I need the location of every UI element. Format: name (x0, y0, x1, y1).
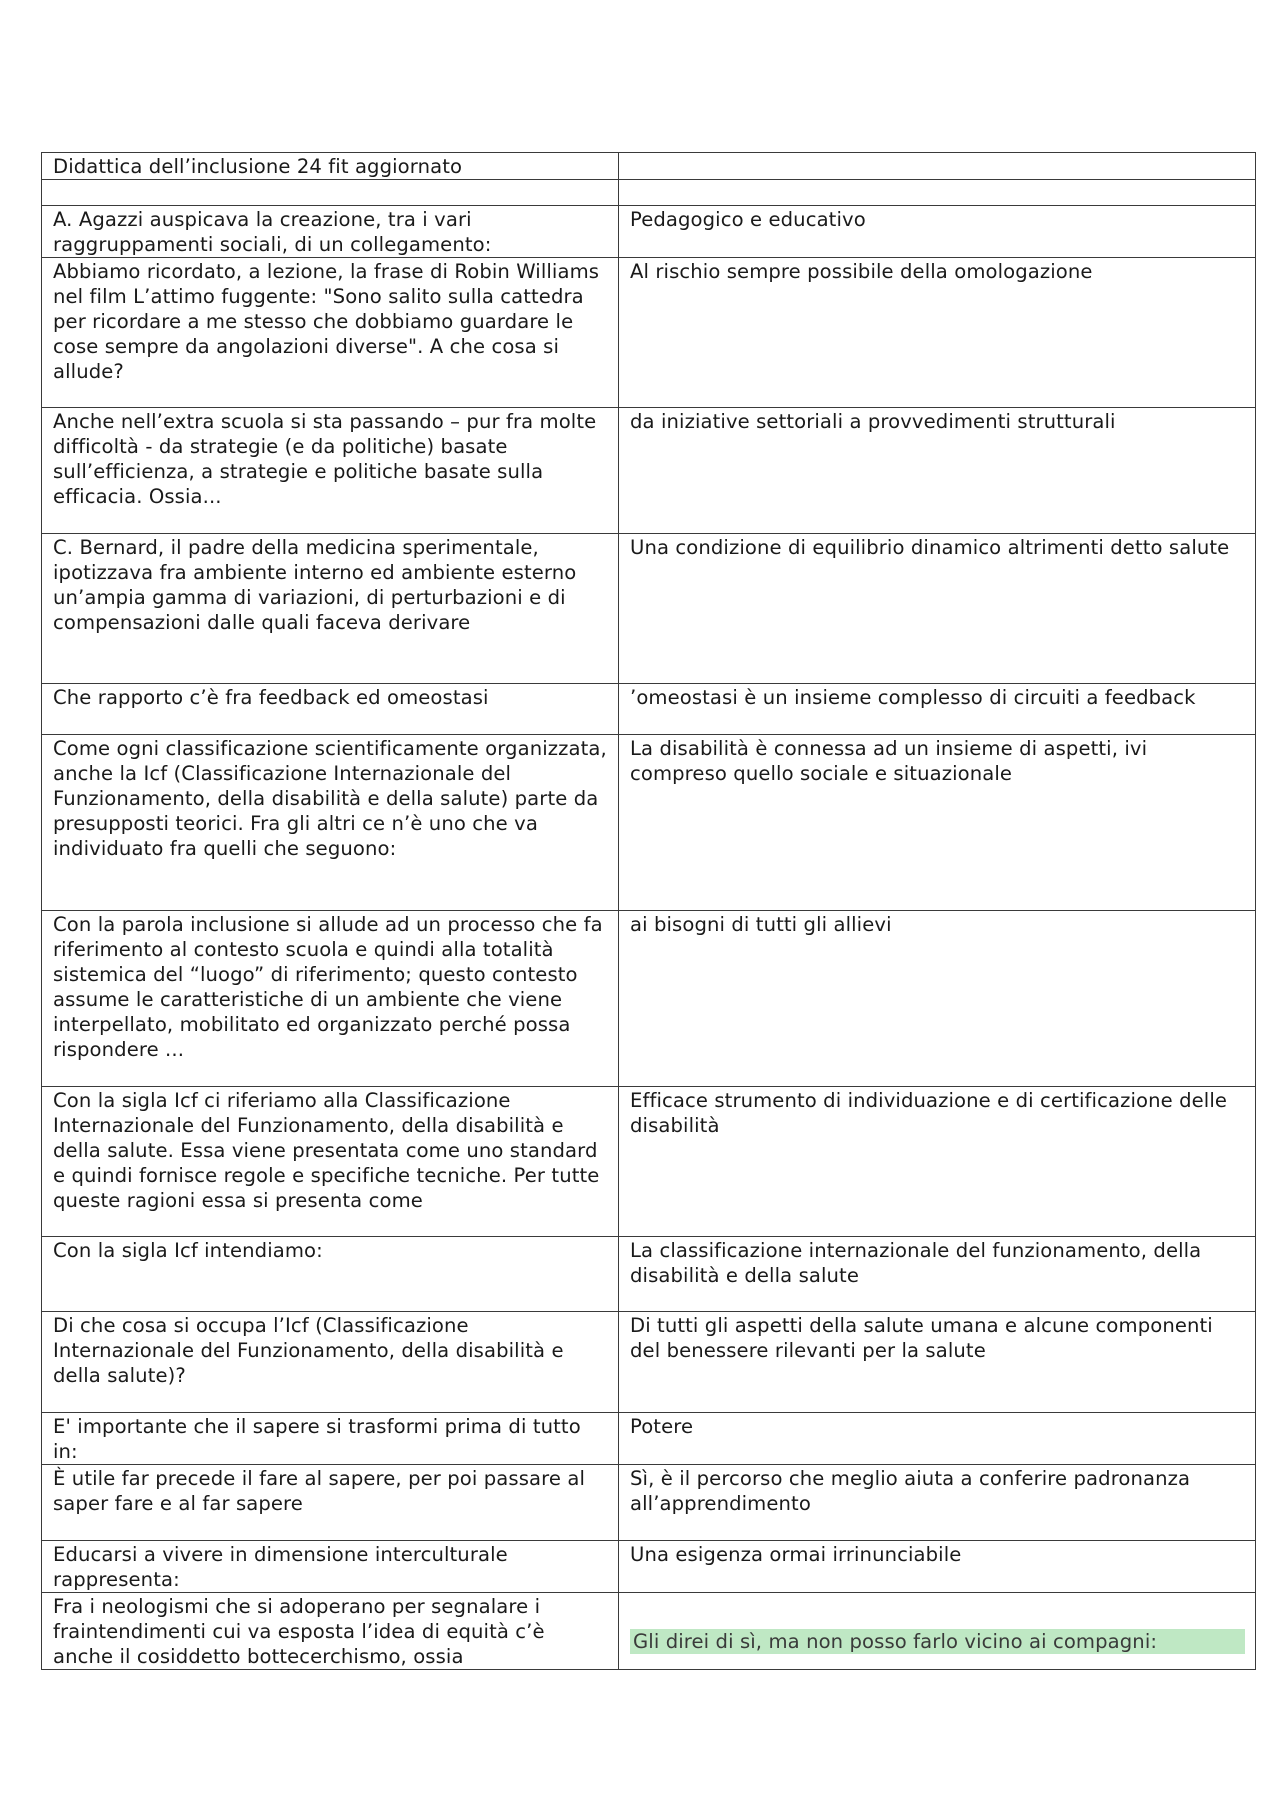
table-row (42, 1237, 1256, 1312)
answer-cell (619, 408, 1256, 534)
answer-text: La classificazione internazionale del funzionamento, della disabilità e della salute (630, 1239, 1202, 1287)
question-text: Fra i neologismi che si adoperano per segnalare i fraintendimenti cui va esposta l’idea di equità c’è anche il cosiddetto bottecerchismo, ossia (53, 1595, 545, 1668)
answer-cell (619, 206, 1256, 258)
question-cell (42, 408, 619, 534)
question-cell (42, 1465, 619, 1541)
question-text: Con la sigla Icf ci riferiamo alla Classificazione Internazionale del Funzionamento, della disabilità e della salute. Essa viene presentata come uno standard e quindi fornisce regole e specifiche tecniche. Per tutte queste ragioni essa si presenta come (53, 1089, 600, 1212)
answer-highlight-wrap (630, 1594, 1245, 1654)
question-text: C. Bernard, il padre della medicina sperimentale, ipotizzava fra ambiente interno ed ambiente esterno un’ampia gamma di variazioni, di perturbazioni e di compensazioni dalle quali faceva derivare (53, 536, 577, 634)
table-row (42, 534, 1256, 684)
quiz-table (41, 152, 1256, 1670)
empty-cell (619, 153, 1256, 180)
question-cell (42, 534, 619, 684)
table-row (42, 258, 1256, 408)
answer-cell-highlighted (619, 1593, 1256, 1670)
answer-cell (619, 1237, 1256, 1312)
empty-cell (42, 180, 619, 206)
question-cell (42, 1541, 619, 1593)
question-text: Come ogni classificazione scientificamente organizzata, anche la Icf (Classificazione Internazionale del Funzionamento, della disabilità e della salute) parte da presupposti teorici. Fra gli altri ce n’è uno che va individuato fra quelli che seguono: (53, 737, 607, 860)
answer-text: Pedagogico e educativo (630, 208, 866, 231)
table-row (42, 911, 1256, 1087)
answer-cell (619, 1312, 1256, 1413)
table-row-spacer (42, 180, 1256, 206)
answer-cell (619, 735, 1256, 911)
answer-cell (619, 1413, 1256, 1465)
answer-cell (619, 258, 1256, 408)
question-text: Abbiamo ricordato, a lezione, la frase di Robin Williams nel film L’attimo fuggente: "Sono salito sulla cattedra per ricordare a me stesso che dobbiamo guardare le cose sempre da angolazioni diverse". A che cosa si allude? (53, 260, 600, 383)
answer-text: Di tutti gli aspetti della salute umana e alcune componenti del benessere rilevanti per la salute (630, 1314, 1213, 1362)
document-title (42, 153, 619, 180)
table-row (42, 1465, 1256, 1541)
question-text: A. Agazzi auspicava la creazione, tra i vari raggruppamenti sociali, di un collegamento: (53, 208, 492, 256)
table-row-title (42, 153, 1256, 180)
question-text: E' importante che il sapere si trasformi prima di tutto in: (53, 1415, 581, 1463)
question-text: Educarsi a vivere in dimensione interculturale rappresenta: (53, 1543, 508, 1591)
question-cell (42, 1087, 619, 1237)
question-text: Di che cosa si occupa l’Icf (Classificazione Internazionale del Funzionamento, della disabilità e della salute)? (53, 1314, 564, 1387)
empty-cell (619, 180, 1256, 206)
answer-text: da iniziative settoriali a provvedimenti strutturali (630, 410, 1116, 433)
question-cell (42, 258, 619, 408)
question-cell (42, 735, 619, 911)
answer-text: ’omeostasi è un insieme complesso di circuiti a feedback (630, 686, 1196, 709)
answer-cell (619, 911, 1256, 1087)
question-text: Che rapporto c’è fra feedback ed omeostasi (53, 686, 489, 709)
answer-text: La disabilità è connessa ad un insieme di aspetti, ivi compreso quello sociale e situazionale (630, 737, 1148, 785)
question-text: Anche nell’extra scuola si sta passando – pur fra molte difficoltà - da strategie (e da politiche) basate sull’efficienza, a strategie e politiche basate sulla efficacia. Ossia... (53, 410, 597, 508)
table-row (42, 684, 1256, 735)
answer-cell (619, 684, 1256, 735)
question-text: Con la sigla Icf intendiamo: (53, 1239, 323, 1262)
table-row (42, 408, 1256, 534)
highlighted-answer-text: Gli direi di sì, ma non posso farlo vicino ai compagni: (630, 1629, 1245, 1654)
answer-cell (619, 1087, 1256, 1237)
table-row (42, 735, 1256, 911)
table-row (42, 1593, 1256, 1670)
question-text: Con la parola inclusione si allude ad un processo che fa riferimento al contesto scuola e quindi alla totalità sistemica del “luogo” di riferimento; questo contesto assume le caratteristiche di un ambiente che viene interpellato, mobilitato ed organizzato perché possa rispondere ... (53, 913, 603, 1061)
question-cell (42, 1593, 619, 1670)
question-cell (42, 1312, 619, 1413)
table-row (42, 1541, 1256, 1593)
document-title-text: Didattica dell’inclusione 24 fit aggiornato (53, 155, 463, 178)
answer-text: Una condizione di equilibrio dinamico altrimenti detto salute (630, 536, 1230, 559)
table-row (42, 206, 1256, 258)
answer-text: Sì, è il percorso che meglio aiuta a conferire padronanza all’apprendimento (630, 1467, 1191, 1515)
table-row (42, 1087, 1256, 1237)
answer-text: Una esigenza ormai irrinunciabile (630, 1543, 962, 1566)
question-cell (42, 1413, 619, 1465)
question-text: È utile far precede il fare al sapere, per poi passare al saper fare e al far sapere (53, 1467, 585, 1515)
table-row (42, 1413, 1256, 1465)
table-row (42, 1312, 1256, 1413)
question-cell (42, 1237, 619, 1312)
question-cell (42, 206, 619, 258)
answer-cell (619, 1465, 1256, 1541)
answer-text: Al rischio sempre possibile della omologazione (630, 260, 1093, 283)
question-cell (42, 684, 619, 735)
answer-cell (619, 1541, 1256, 1593)
question-cell (42, 911, 619, 1087)
answer-text: Potere (630, 1415, 694, 1438)
answer-cell (619, 534, 1256, 684)
answer-text: ai bisogni di tutti gli allievi (630, 913, 892, 936)
answer-text: Efficace strumento di individuazione e di certificazione delle disabilità (630, 1089, 1228, 1137)
